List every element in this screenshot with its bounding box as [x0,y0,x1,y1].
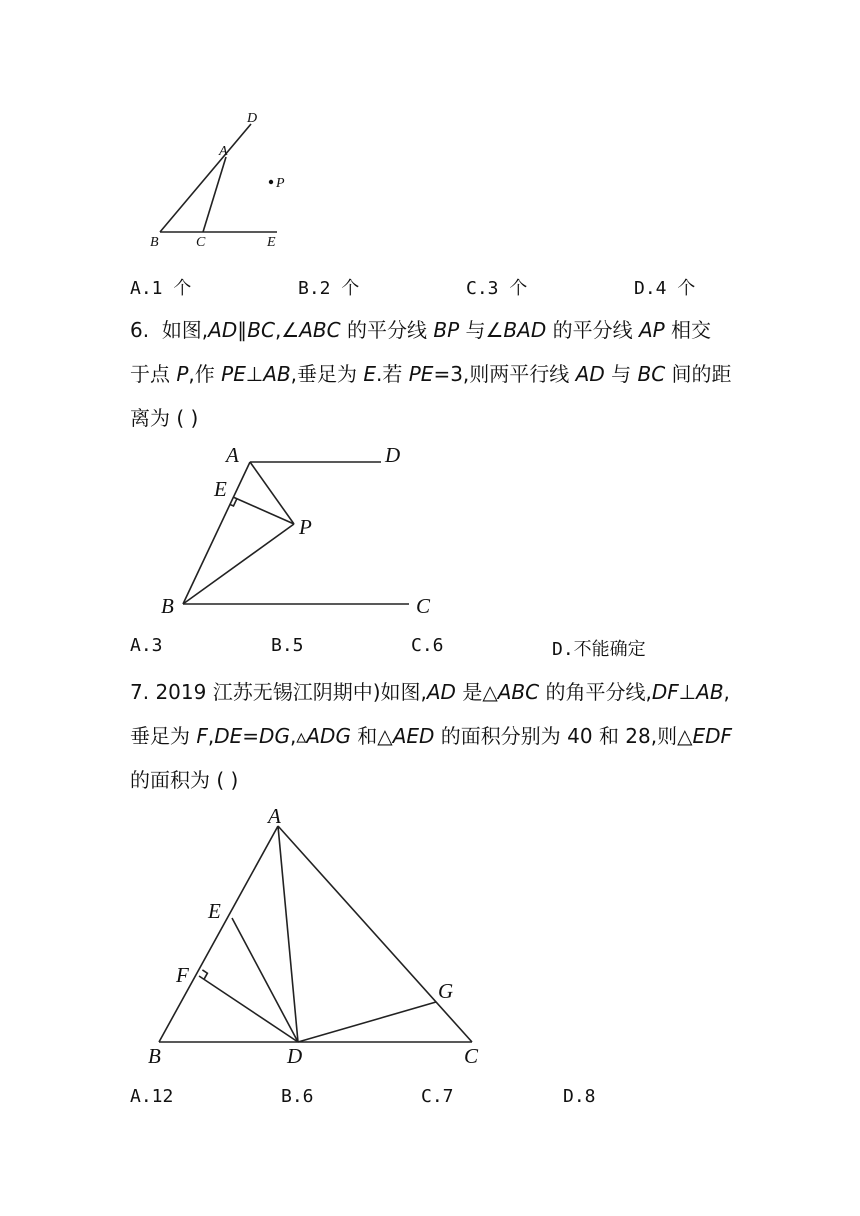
q6-text: 于点 [130,362,177,386]
q5-option-d[interactable]: D.4 个 [634,278,696,299]
q7-text: AED [392,724,435,748]
q6-text: ,作 [188,362,222,386]
q6-stem [130,308,770,440]
q7-number: 7. [130,680,150,704]
q7-text: AD [426,680,456,704]
q7-text: DE [214,724,243,748]
q7-text: AB [696,680,724,704]
q6-option-d[interactable]: D.不能确定 [552,639,646,660]
q5-option-b[interactable]: B.2 个 [298,278,360,299]
q7-text: , [207,724,215,748]
q7-label-f: F [176,963,189,987]
q6-text: AP [638,318,665,342]
q7-line-3: 的面积为 ( ) [130,768,239,792]
q7-option-b[interactable]: B.6 [281,1086,314,1107]
q5-option-a[interactable]: A.1 个 [130,278,192,299]
q5-label-e: E [267,235,276,250]
q5-point-p [269,180,273,184]
q6-text: ⊥ [245,362,264,386]
q6-text: P [176,362,189,386]
q5-label-d: D [247,111,258,126]
q6-line-3: 离为 ( ) [130,406,199,430]
q6-text: PE [221,362,246,386]
q6-number: 6. [130,318,150,342]
q6-text: BAD [503,318,547,342]
q6-text: 如图, [161,318,209,342]
q7-text: ⊥ [678,680,697,704]
q7-option-a[interactable]: A.12 [130,1086,174,1107]
q6-text: .若 [376,362,409,386]
q7-text: 垂足为 [130,724,197,748]
q7-label-g: G [438,979,454,1003]
q7-line-1 [130,670,770,714]
q7-segment-dg [298,1002,436,1042]
q7-option-d[interactable]: D.8 [563,1086,596,1107]
q6-text: ,∠ [274,318,300,342]
q6-label-e: E [214,477,227,501]
q6-text: 与 [604,362,638,386]
q6-text: 与∠ [459,318,504,342]
q7-text: 和△ [350,724,393,748]
q6-label-c: C [416,594,431,618]
q6-label-d: D [385,443,401,467]
q7-text: ADG [306,724,351,748]
q6-label-b: B [161,594,174,618]
q6-text: ABC [299,318,341,342]
q7-stem [130,670,770,802]
q5-label-a: A [219,144,228,159]
q7-text: ,▵ [289,724,307,748]
q6-text: 相交 [664,318,712,342]
q6-label-a: A [226,443,239,467]
q6-line-2 [130,352,770,396]
q6-text: 的平分线 [546,318,639,342]
q7-text: ABC [497,680,540,704]
q7-label-e: E [208,899,221,923]
q6-text: AB [263,362,291,386]
q7-segment-df [199,976,298,1042]
q7-text: EDF [692,724,733,748]
q6-label-p: P [299,515,312,539]
q7-text: 的面积分别为 40 和 28,则△ [434,724,693,748]
q5-label-c: C [196,235,206,250]
q5-label-p: P [276,176,285,191]
q6-text: BC [637,362,666,386]
q7-figure [140,800,490,1070]
q7-text: DG [259,724,290,748]
q5-option-c[interactable]: C.3 个 [466,278,528,299]
q6-text: =3,则两平行线 [433,362,576,386]
q6-segment-bp [183,524,294,604]
q6-option-a[interactable]: A.3 [130,635,163,656]
q7-option-c[interactable]: C.7 [421,1086,454,1107]
q6-text: E [363,362,377,386]
q7-label-d: D [287,1044,303,1068]
q6-option-b[interactable]: B.5 [271,635,304,656]
q5-line-bd [160,124,251,232]
q7-text: 的角平分线, [539,680,652,704]
q6-text: AD∥BC [208,318,275,342]
q6-option-c[interactable]: C.6 [411,635,444,656]
q6-text: 的平分线 [340,318,434,342]
q6-line-1 [130,308,770,352]
q6-figure [155,440,445,620]
q7-text: 2019 江苏无锡江阴期中)如图, [155,680,427,704]
q7-segment-ab [159,826,278,1042]
q7-label-c: C [464,1044,479,1068]
q7-text: , [723,680,730,704]
q7-text: F [196,724,208,748]
q7-text: DF [651,680,679,704]
q7-text: 是△ [455,680,498,704]
q6-text: PE [408,362,434,386]
q6-text: ,垂足为 [290,362,364,386]
q5-figure [140,105,300,255]
q7-segment-ac [278,826,472,1042]
q6-text: 间的距 [665,362,732,386]
q7-text: = [242,724,260,748]
q6-text: BP [433,318,460,342]
q5-label-b: B [150,235,159,250]
q7-line-2 [130,714,770,758]
q7-label-a: A [268,804,281,828]
q6-text: AD [575,362,605,386]
q7-label-b: B [148,1044,161,1068]
